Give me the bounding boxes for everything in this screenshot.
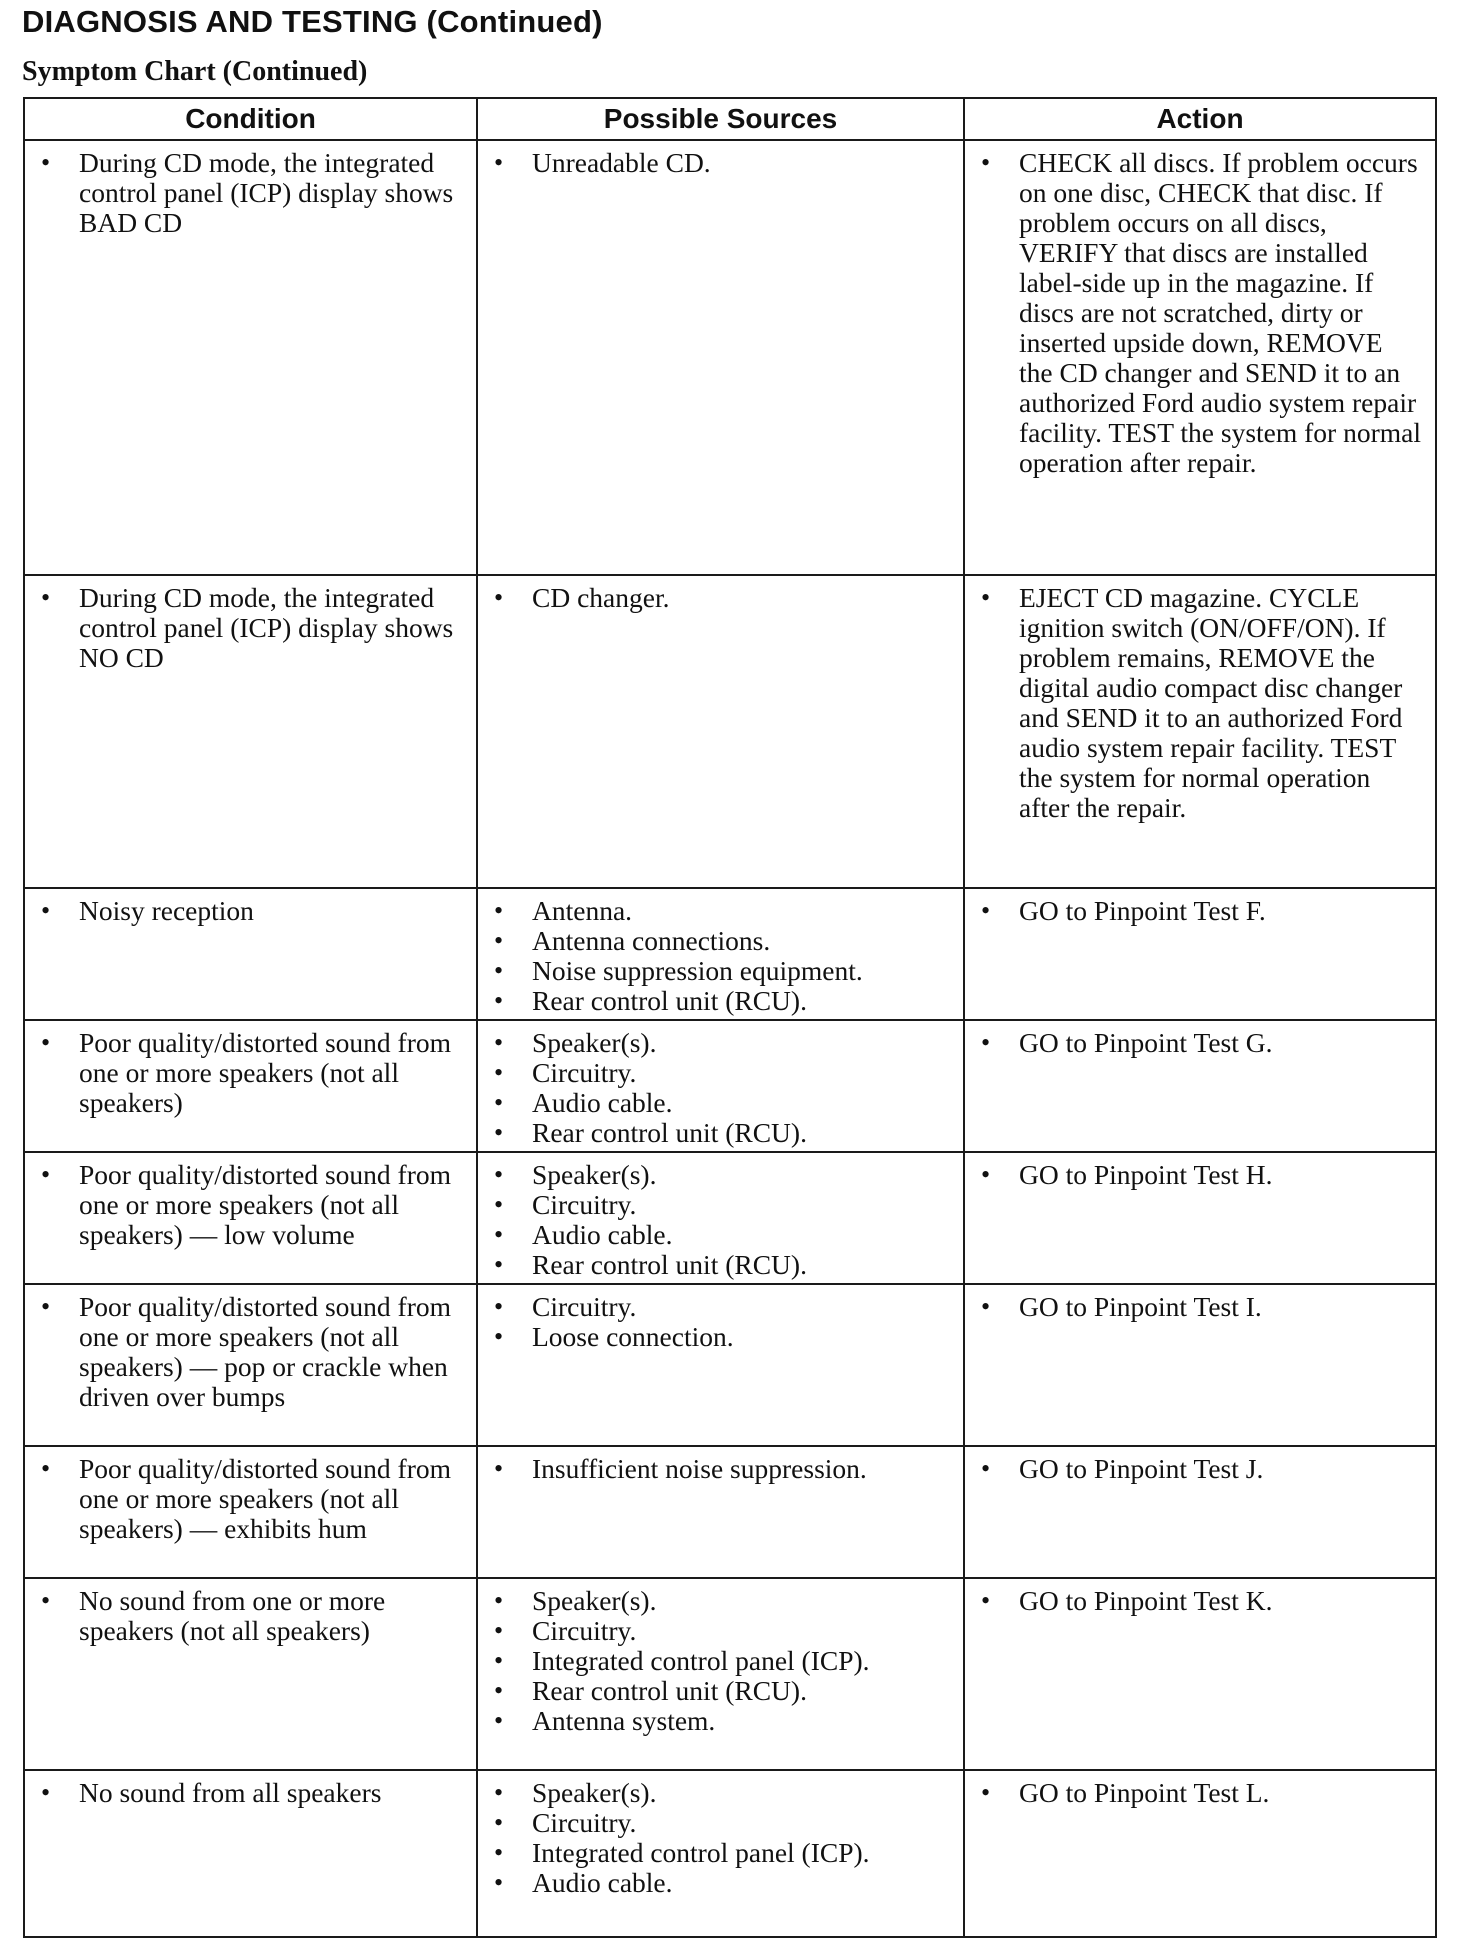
action-text: • GO to Pinpoint Test F. [975, 896, 1423, 926]
table-row [24, 140, 1436, 575]
table-row [24, 1284, 1436, 1446]
possible-sources-cell [477, 1020, 964, 1152]
condition-text: • No sound from all speakers [35, 1778, 464, 1808]
table-row [24, 888, 1436, 1020]
action-text: • EJECT CD magazine. CYCLE ignition switch (ON/OFF/ON). If problem remains, REMOVE the digital audio compact disc changer and SEND it to an authorized Ford audio system repair facility. TEST the system for normal operation after the repair. [975, 583, 1423, 823]
possible-sources-list [488, 896, 951, 1016]
action-text: • GO to Pinpoint Test L. [975, 1778, 1423, 1808]
condition-cell [24, 1152, 477, 1284]
chart-subtitle: Symptom Chart (Continued) [22, 56, 368, 87]
possible-source-item: • Audio cable. [488, 1220, 951, 1250]
condition-cell [24, 1578, 477, 1770]
possible-sources-list [488, 1586, 951, 1736]
condition-cell [24, 140, 477, 575]
action-text: • GO to Pinpoint Test K. [975, 1586, 1423, 1616]
possible-sources-cell [477, 575, 964, 888]
possible-source-item: • CD changer. [488, 583, 951, 613]
possible-source-item: • Rear control unit (RCU). [488, 1676, 951, 1706]
action-text: • CHECK all discs. If problem occurs on one disc, CHECK that disc. If problem occurs on all discs, VERIFY that discs are installed label-side up in the magazine. If discs are not scratched, dirty or inserted upside down, REMOVE the CD changer and SEND it to an authorized Ford audio system repair facility. TEST the system for normal operation after repair. [975, 148, 1423, 478]
possible-sources-list [488, 1292, 951, 1352]
condition-cell [24, 1020, 477, 1152]
action-cell [964, 1152, 1436, 1284]
possible-source-item: • Circuitry. [488, 1292, 951, 1322]
possible-source-item: • Antenna connections. [488, 926, 951, 956]
condition-cell [24, 888, 477, 1020]
possible-source-item: • Circuitry. [488, 1190, 951, 1220]
action-list [975, 1778, 1423, 1808]
action-list [975, 1586, 1423, 1616]
possible-source-item: • Audio cable. [488, 1868, 951, 1898]
condition-cell [24, 1446, 477, 1578]
possible-sources-cell [477, 1446, 964, 1578]
action-cell [964, 1446, 1436, 1578]
possible-source-item: • Unreadable CD. [488, 148, 951, 178]
possible-sources-list [488, 1778, 951, 1898]
table-row [24, 1446, 1436, 1578]
action-text: • GO to Pinpoint Test H. [975, 1160, 1423, 1190]
column-header-possible-sources: Possible Sources [477, 98, 964, 140]
possible-sources-cell [477, 140, 964, 575]
possible-sources-cell [477, 888, 964, 1020]
table-header-row [24, 98, 1436, 140]
column-header-condition: Condition [24, 98, 477, 140]
possible-source-item: • Circuitry. [488, 1808, 951, 1838]
possible-source-item: • Circuitry. [488, 1616, 951, 1646]
condition-text: • Noisy reception [35, 896, 464, 926]
condition-cell [24, 1770, 477, 1937]
possible-sources-list [488, 148, 951, 178]
table-row [24, 1020, 1436, 1152]
page-title: DIAGNOSIS AND TESTING (Continued) [22, 4, 603, 39]
possible-source-item: • Integrated control panel (ICP). [488, 1838, 951, 1868]
table-row [24, 1578, 1436, 1770]
possible-sources-cell [477, 1770, 964, 1937]
possible-sources-cell [477, 1578, 964, 1770]
action-list [975, 1292, 1423, 1322]
possible-source-item: • Noise suppression equipment. [488, 956, 951, 986]
action-cell [964, 140, 1436, 575]
action-text: • GO to Pinpoint Test G. [975, 1028, 1423, 1058]
possible-source-item: • Speaker(s). [488, 1778, 951, 1808]
possible-sources-cell [477, 1284, 964, 1446]
table-row [24, 1152, 1436, 1284]
action-cell [964, 888, 1436, 1020]
table-row [24, 575, 1436, 888]
condition-list [35, 583, 464, 673]
condition-list [35, 1586, 464, 1646]
condition-text: • Poor quality/distorted sound from one or more speakers (not all speakers) — low volume [35, 1160, 464, 1250]
condition-cell [24, 1284, 477, 1446]
possible-source-item: • Antenna. [488, 896, 951, 926]
action-list [975, 148, 1423, 478]
condition-text: • Poor quality/distorted sound from one or more speakers (not all speakers) — pop or crackle when driven over bumps [35, 1292, 464, 1412]
condition-list [35, 1028, 464, 1118]
possible-source-item: • Loose connection. [488, 1322, 951, 1352]
action-text: • GO to Pinpoint Test I. [975, 1292, 1423, 1322]
possible-source-item: • Audio cable. [488, 1088, 951, 1118]
condition-list [35, 148, 464, 238]
condition-text: • Poor quality/distorted sound from one or more speakers (not all speakers) [35, 1028, 464, 1118]
condition-cell [24, 575, 477, 888]
possible-source-item: • Circuitry. [488, 1058, 951, 1088]
table-row [24, 1770, 1436, 1937]
possible-sources-cell [477, 1152, 964, 1284]
condition-list [35, 1778, 464, 1808]
symptom-chart-table [23, 97, 1437, 1938]
possible-source-item: • Speaker(s). [488, 1028, 951, 1058]
condition-text: • No sound from one or more speakers (not all speakers) [35, 1586, 464, 1646]
condition-list [35, 1160, 464, 1250]
action-text: • GO to Pinpoint Test J. [975, 1454, 1423, 1484]
possible-source-item: • Antenna system. [488, 1706, 951, 1736]
possible-sources-list [488, 1028, 951, 1148]
possible-sources-list [488, 1454, 951, 1484]
possible-source-item: • Rear control unit (RCU). [488, 986, 951, 1016]
condition-text: • Poor quality/distorted sound from one or more speakers (not all speakers) — exhibits hum [35, 1454, 464, 1544]
possible-sources-list [488, 583, 951, 613]
action-cell [964, 575, 1436, 888]
condition-list [35, 1454, 464, 1544]
possible-source-item: • Rear control unit (RCU). [488, 1118, 951, 1148]
possible-source-item: • Integrated control panel (ICP). [488, 1646, 951, 1676]
action-list [975, 896, 1423, 926]
condition-list [35, 1292, 464, 1412]
action-list [975, 1028, 1423, 1058]
action-list [975, 1454, 1423, 1484]
possible-source-item: • Insufficient noise suppression. [488, 1454, 951, 1484]
column-header-action: Action [964, 98, 1436, 140]
possible-source-item: • Rear control unit (RCU). [488, 1250, 951, 1280]
action-list [975, 583, 1423, 823]
action-list [975, 1160, 1423, 1190]
possible-sources-list [488, 1160, 951, 1280]
action-cell [964, 1284, 1436, 1446]
possible-source-item: • Speaker(s). [488, 1160, 951, 1190]
condition-text: • During CD mode, the integrated control panel (ICP) display shows BAD CD [35, 148, 464, 238]
action-cell [964, 1578, 1436, 1770]
condition-text: • During CD mode, the integrated control panel (ICP) display shows NO CD [35, 583, 464, 673]
possible-source-item: • Speaker(s). [488, 1586, 951, 1616]
action-cell [964, 1770, 1436, 1937]
action-cell [964, 1020, 1436, 1152]
condition-list [35, 896, 464, 926]
